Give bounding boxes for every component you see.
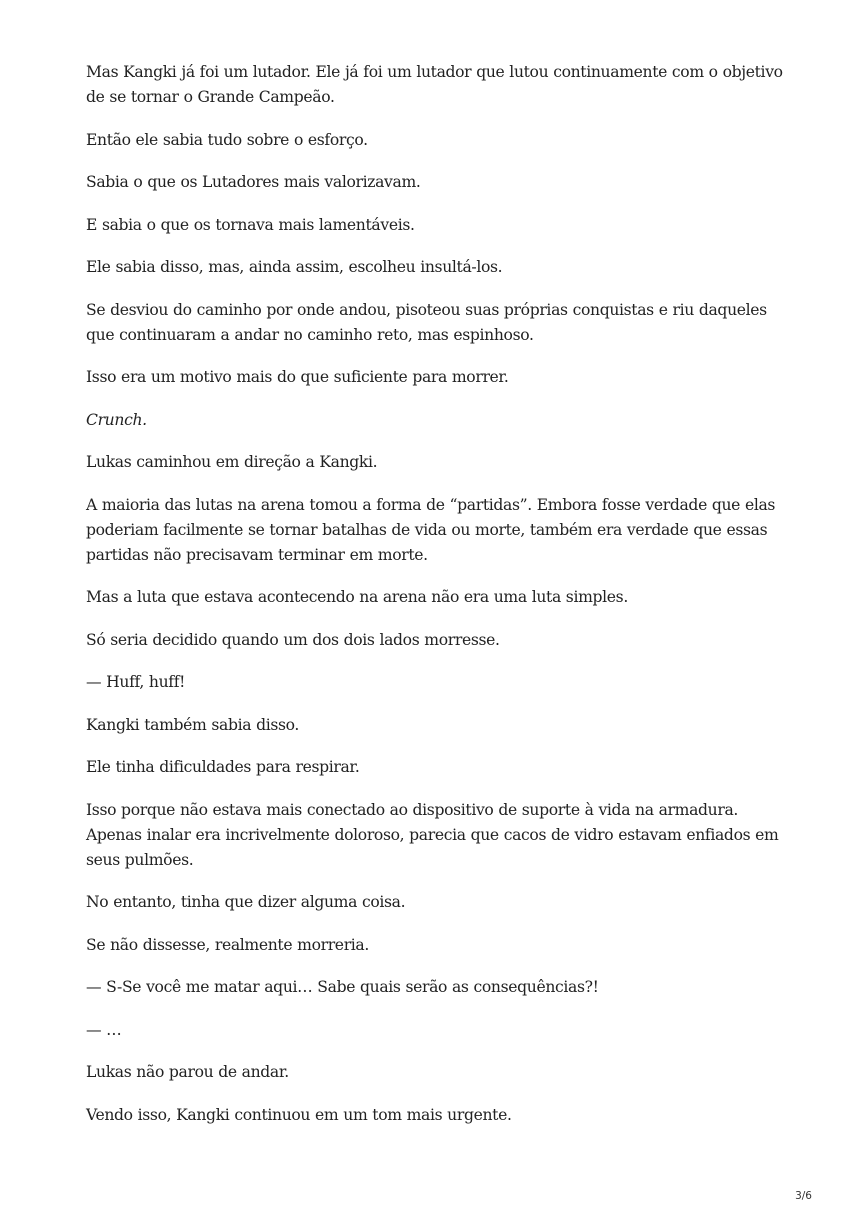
paragraph: Então ele sabia tudo sobre o esforço. xyxy=(86,130,368,149)
paragraph: Vendo isso, Kangki continuou em um tom mais urgente. xyxy=(86,1105,512,1124)
paragraph: Ele tinha dificuldades para respirar. xyxy=(86,758,360,776)
paragraph: Isso porque não estava mais conectado ao dispositivo de suporte à vida na armadura. Apenas inalar era incrivelmente doloroso, parecia que cacos de vidro estavam enfiados em seus pulmões. xyxy=(86,800,779,869)
paragraph: No entanto, tinha que dizer alguma coisa. xyxy=(86,893,406,911)
paragraph: A maioria das lutas na arena tomou a forma de “partidas”. Embora fosse verdade que elas poderiam facilmente se tornar batalhas de vida ou morte, também era verdade que essas partidas não precisavam terminar em morte. xyxy=(86,495,776,564)
page-number: 3/6 xyxy=(795,1190,812,1202)
paragraph: Mas Kangki já foi um lutador. Ele já foi um lutador que lutou continuamente com o objetivo de se tornar o Grande Campeão. xyxy=(86,63,783,106)
paragraph: Isso era um motivo mais do que suficiente para morrer. xyxy=(86,368,509,386)
paragraph: Lukas caminhou em direção a Kangki. xyxy=(86,453,378,471)
paragraph: Só seria decidido quando um dos dois lados morresse. xyxy=(86,630,500,649)
paragraph-dialogue: — Huff, huff! xyxy=(86,673,186,691)
paragraph: Se não dissesse, realmente morreria. xyxy=(86,935,369,954)
paragraph: Mas a luta que estava acontecendo na arena não era uma luta simples. xyxy=(86,588,628,606)
paragraph-dialogue: — … xyxy=(86,1020,122,1039)
paragraph: E sabia o que os tornava mais lamentáveis. xyxy=(86,215,415,234)
paragraph: Ele sabia disso, mas, ainda assim, escolheu insultá-los. xyxy=(86,258,503,276)
paragraph: Kangki também sabia disso. xyxy=(86,715,300,734)
paragraph-italic-sound-effect: Crunch. xyxy=(86,410,147,429)
paragraph-dialogue: — S-Se você me matar aqui… Sabe quais serão as consequências?! xyxy=(86,978,599,996)
paragraph: Sabia o que os Lutadores mais valorizavam. xyxy=(86,173,421,191)
paragraph: Se desviou do caminho por onde andou, pisoteou suas próprias conquistas e riu daqueles que continuaram a andar no caminho reto, mas espinhoso. xyxy=(86,300,767,344)
paragraph: Lukas não parou de andar. xyxy=(86,1063,289,1081)
document-body xyxy=(86,60,786,1145)
